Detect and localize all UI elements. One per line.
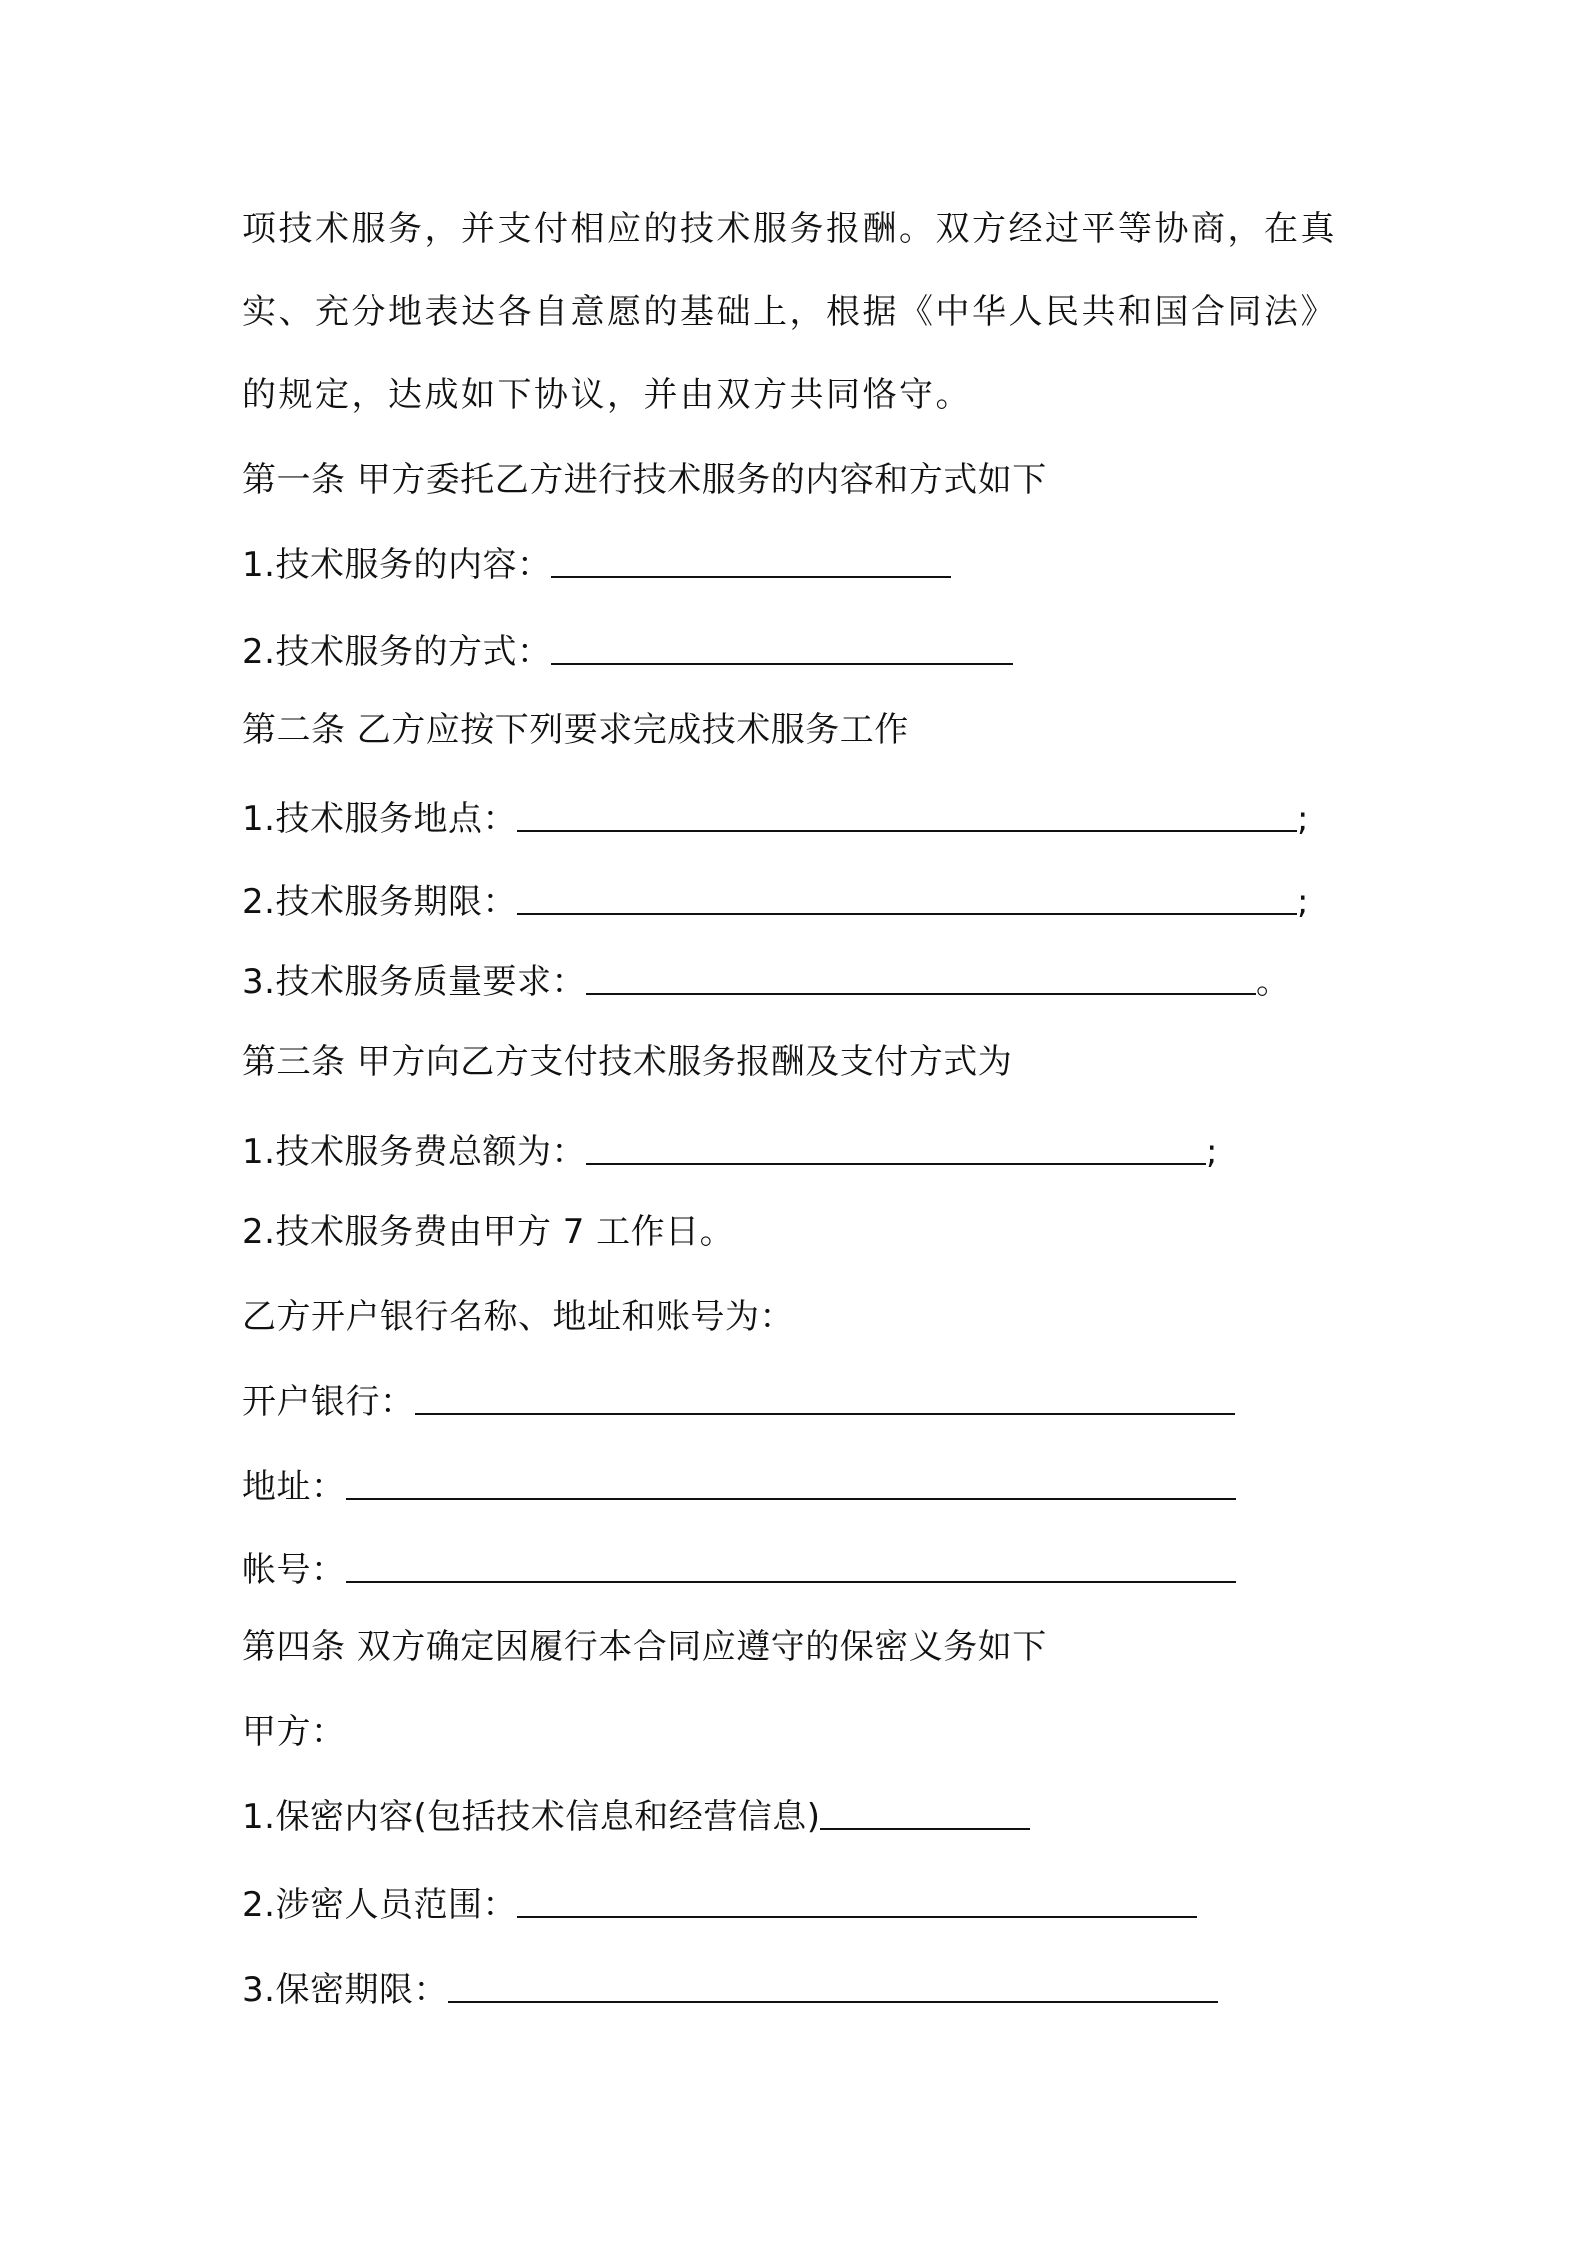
fill-in-blank[interactable]	[517, 883, 1297, 915]
article-2-item-3	[242, 960, 1290, 1004]
article-2-item-2	[242, 880, 1309, 924]
item-label: 1.技术服务地点：	[242, 799, 517, 839]
bank-address-row	[242, 1465, 1236, 1509]
bank-name-blank[interactable]	[415, 1383, 1235, 1415]
article-3-title: 第三条 甲方向乙方支付技术服务报酬及支付方式为	[242, 1042, 1013, 1082]
article-4-item-3	[242, 1968, 1218, 2012]
fill-in-blank[interactable]	[586, 1133, 1206, 1165]
bank-address-label: 地址：	[242, 1467, 346, 1507]
item-end-punctuation: ;	[1296, 882, 1309, 922]
item-label: 1.技术服务的内容：	[242, 545, 552, 585]
article-2-title: 第二条 乙方应按下列要求完成技术服务工作	[242, 710, 909, 750]
fill-in-blank[interactable]	[820, 1798, 1030, 1830]
article-4-title: 第四条 双方确定因履行本合同应遵守的保密义务如下	[242, 1627, 1047, 1667]
article-4-party: 甲方：	[242, 1712, 346, 1752]
item-label: 2.技术服务的方式：	[242, 632, 552, 672]
article-4-item-2	[242, 1883, 1197, 1927]
bank-account-row	[242, 1548, 1236, 1592]
fill-in-blank[interactable]	[517, 800, 1297, 832]
item-end-punctuation: ;	[1205, 1132, 1218, 1172]
paragraph-line-1: 项技术服务，并支付相应的技术服务报酬。双方经过平等协商，在真	[242, 209, 1337, 249]
article-1-title: 第一条 甲方委托乙方进行技术服务的内容和方式如下	[242, 460, 1047, 500]
bank-account-blank[interactable]	[346, 1551, 1236, 1583]
paragraph-line-2: 实、充分地表达各自意愿的基础上，根据《中华人民共和国合同法》	[242, 292, 1337, 332]
bank-account-label: 帐号：	[242, 1550, 346, 1590]
fill-in-blank[interactable]	[586, 963, 1256, 995]
item-end-punctuation: ;	[1296, 799, 1309, 839]
fill-in-blank[interactable]	[551, 546, 951, 578]
bank-info-intro: 乙方开户银行名称、地址和账号为：	[242, 1297, 794, 1337]
item-label: 3.技术服务质量要求：	[242, 962, 586, 1002]
article-1-item-1	[242, 543, 951, 587]
item-end-punctuation: 。	[1255, 962, 1291, 1002]
article-3-item-1	[242, 1130, 1218, 1174]
item-label: 1.保密内容(包括技术信息和经营信息)	[242, 1797, 821, 1837]
article-1-item-2	[242, 630, 1013, 674]
article-4-item-1	[242, 1795, 1030, 1839]
bank-name-label: 开户银行：	[242, 1382, 415, 1422]
item-label: 3.保密期限：	[242, 1970, 448, 2010]
item-label: 2.技术服务期限：	[242, 882, 517, 922]
fill-in-blank[interactable]	[551, 633, 1013, 665]
fill-in-blank[interactable]	[517, 1886, 1197, 1918]
item-label: 2.涉密人员范围：	[242, 1885, 517, 1925]
item-label: 1.技术服务费总额为：	[242, 1132, 586, 1172]
paragraph-line-3: 的规定，达成如下协议，并由双方共同恪守。	[242, 375, 972, 415]
fill-in-blank[interactable]	[448, 1971, 1218, 2003]
article-3-item-2: 2.技术服务费由甲方 7 工作日。	[242, 1212, 735, 1252]
bank-address-blank[interactable]	[346, 1468, 1236, 1500]
bank-name-row	[242, 1380, 1235, 1424]
article-2-item-1	[242, 797, 1309, 841]
